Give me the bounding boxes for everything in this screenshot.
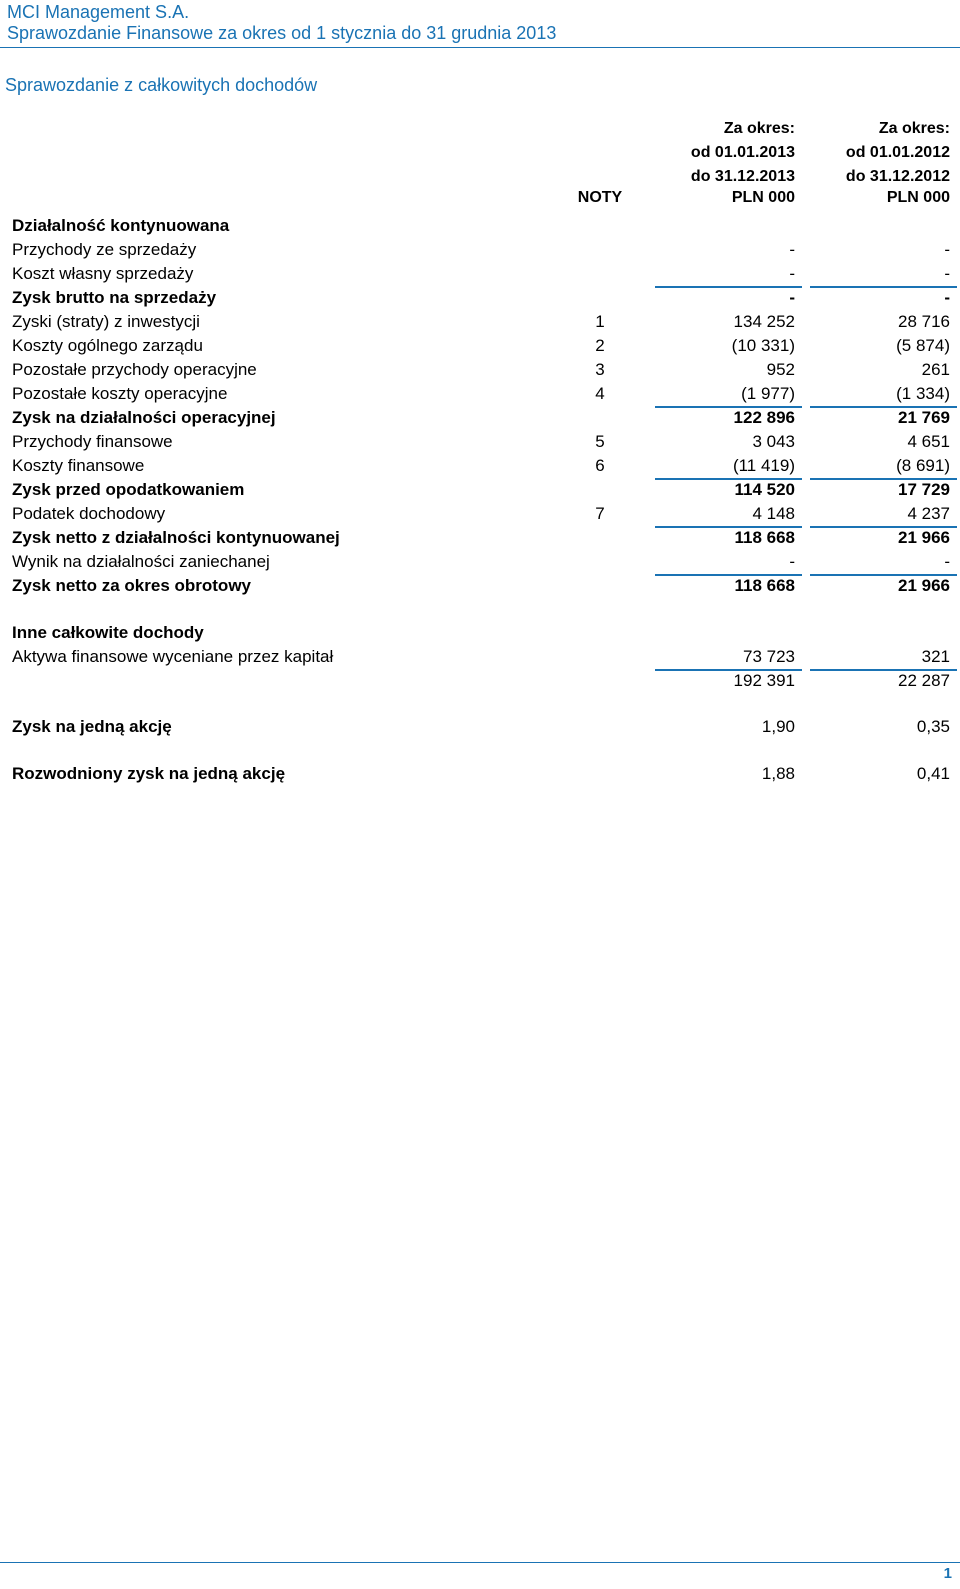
note-ref: 5 [595,432,605,451]
row-label: Zysk netto z działalności kontynuowanej [12,528,340,547]
period1-unit: PLN 000 [731,189,795,206]
row-label: Zysk netto za okres obrotowy [12,576,251,595]
table-row [0,384,960,408]
value-2013: 122 896 [733,408,795,427]
value-2012: 261 [921,360,950,379]
value-2013: 4 148 [752,504,795,523]
value-2013: (10 331) [731,336,795,355]
value-2013: 1,90 [761,717,795,736]
table-row [0,552,960,576]
period2-unit: PLN 000 [886,189,950,206]
value-2013: 118 668 [734,528,795,547]
note-ref: 2 [595,336,605,355]
table-row [0,360,960,384]
table-row [0,528,960,552]
value-2012: - [944,288,950,307]
note-ref: 4 [595,384,605,403]
period1-line3: do 31.12.2013 [690,168,795,185]
value-2013: - [789,552,795,571]
row-label: Zysk na działalności operacyjnej [12,408,276,427]
value-2012: 21 966 [898,576,950,595]
value-2012: 0,35 [916,717,950,736]
row-label: Podatek dochodowy [12,504,166,523]
row-label: Przychody finansowe [12,432,173,451]
value-2013: (11 419) [732,456,795,475]
note-ref: 7 [595,504,605,523]
value-2013: 952 [766,360,795,379]
value-2012: (8 691) [896,456,950,475]
table-row [0,288,960,312]
note-ref: 1 [595,312,605,331]
row-label: Aktywa finansowe wyceniane przez kapitał [12,647,334,666]
table-row [0,504,960,528]
table-row [0,717,960,741]
value-2012: 21 769 [898,408,950,427]
value-2013: 73 723 [743,647,795,666]
footer-divider [0,1562,960,1563]
page-number: 1 [943,1565,952,1582]
value-2013: 3 043 [752,432,795,451]
row-label: Inne całkowite dochody [12,623,204,642]
value-2013: - [789,240,795,259]
row-label: Zysk na jedną akcję [12,717,172,736]
row-label: Rozwodniony zysk na jedną akcję [12,764,286,783]
value-2013: 192 391 [733,671,795,690]
value-2012: - [944,264,950,283]
value-2012: 321 [921,647,950,666]
value-2013: - [789,288,795,307]
period1-line1: Za okres: [723,120,795,137]
period2-line3: do 31.12.2012 [845,168,950,185]
table-row [0,456,960,480]
row-label: Zysk brutto na sprzedaży [12,288,217,307]
row-label: Koszt własny sprzedaży [12,264,194,283]
table-row [0,764,960,788]
row-label: Koszty finansowe [12,456,145,475]
row-label: Przychody ze sprzedaży [12,240,197,259]
table-row [0,264,960,288]
value-2012: 4 237 [907,504,950,523]
table-row [0,623,960,647]
table-row [0,312,960,336]
period1-line2: od 01.01.2013 [690,144,795,161]
value-2012: 21 966 [898,528,950,547]
value-2012: (1 334) [896,384,950,403]
table-row [0,408,960,432]
value-2012: 28 716 [898,312,950,331]
value-2012: 17 729 [898,480,950,499]
table-row [0,647,960,671]
value-2012: - [944,552,950,571]
period2-line1: Za okres: [878,120,950,137]
value-2013: (1 977) [741,384,795,403]
value-2012: - [944,240,950,259]
table-row [0,480,960,504]
note-ref: 3 [595,360,605,379]
value-2012: (5 874) [896,336,950,355]
table-row [0,240,960,264]
note-ref: 6 [595,456,605,475]
row-label: Zyski (straty) z inwestycji [12,312,200,331]
table-row [0,336,960,360]
value-2013: 1,88 [761,764,795,783]
report-subtitle: Sprawozdanie Finansowe za okres od 1 stycznia do 31 grudnia 2013 [7,23,557,43]
value-2013: - [789,264,795,283]
row-label: Koszty ogólnego zarządu [12,336,203,355]
notes-header: NOTY [577,189,623,206]
row-label: Pozostałe przychody operacyjne [12,360,257,379]
company-name: MCI Management S.A. [7,2,190,22]
header-divider [0,47,960,48]
table-row [0,432,960,456]
period2-line2: od 01.01.2012 [845,144,950,161]
table-row [0,216,960,240]
value-2013: 114 520 [734,480,795,499]
value-2012: 22 287 [898,671,950,690]
value-2012: 4 651 [907,432,950,451]
table-row [0,576,960,600]
table-row [0,671,960,695]
row-label: Pozostałe koszty operacyjne [12,384,228,403]
row-label: Wynik na działalności zaniechanej [12,552,270,571]
value-2012: 0,41 [916,764,950,783]
value-2013: 118 668 [734,576,795,595]
value-2013: 134 252 [733,312,795,331]
row-label: Działalność kontynuowana [12,216,230,235]
row-label: Zysk przed opodatkowaniem [12,480,245,499]
section-title: Sprawozdanie z całkowitych dochodów [5,75,318,95]
